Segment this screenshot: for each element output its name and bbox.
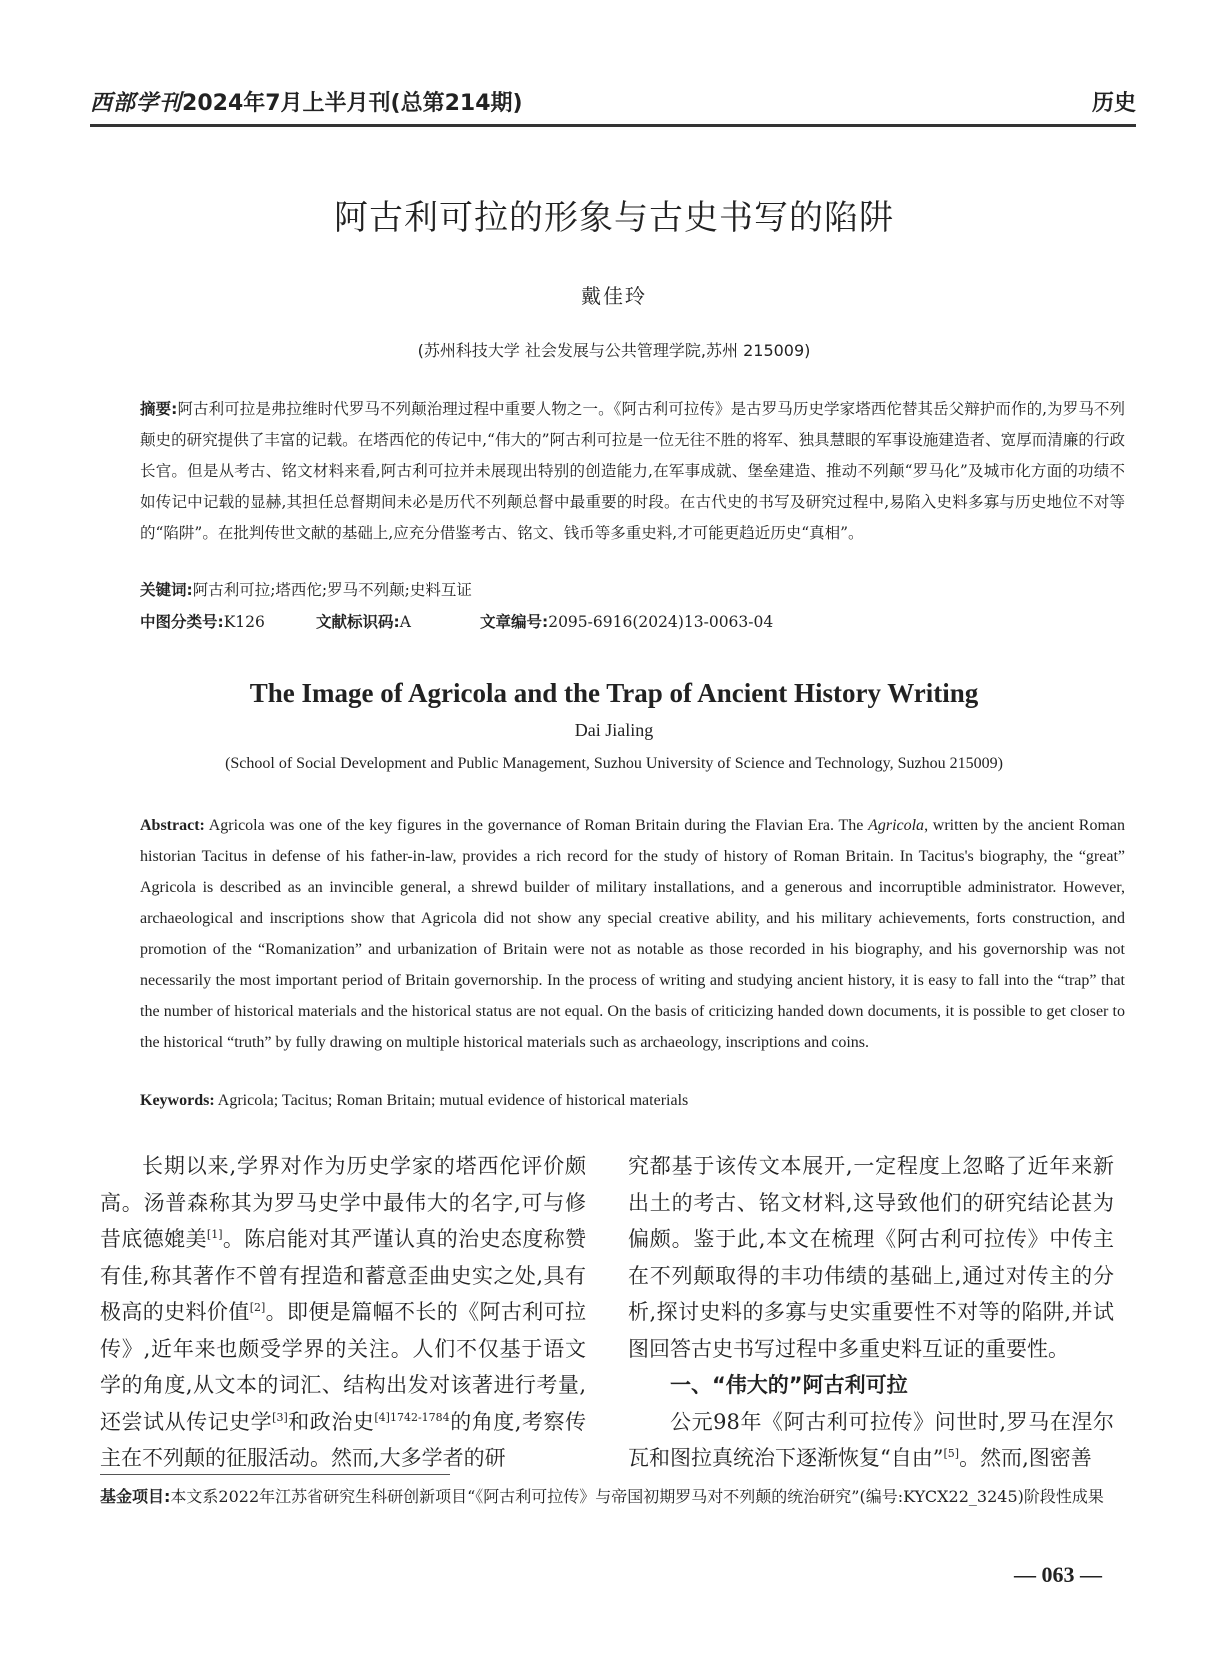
english-title: The Image of Agricola and the Trap of Ancient History Writing — [249, 678, 979, 708]
clc-value: K126 — [223, 613, 265, 631]
citation-ref: [4]1742-1784 — [374, 1410, 450, 1424]
author-name: 戴佳玲 — [581, 284, 647, 308]
article-number — [480, 610, 773, 632]
section-tag: 历史 — [1091, 91, 1136, 116]
clc-label: 中图分类号: — [140, 613, 224, 631]
body-paragraph — [628, 1404, 1114, 1477]
abstract-en-part1: Agricola was one of the key figures in the governance of Roman Britain during the Flavian Era. The — [208, 817, 869, 834]
abstract-en-italic: Agricola — [868, 817, 925, 834]
body-text: 公元98年《阿古利可拉传》问世时,罗马在涅尔瓦和图拉真统治下逐渐恢复“自由” — [628, 1409, 1114, 1470]
body-text: 和政治史 — [287, 1409, 375, 1434]
article-label: 文章编号: — [480, 613, 549, 631]
journal-logo: 西部学刊 — [90, 90, 183, 116]
running-header — [90, 84, 1136, 124]
body-text: 。然而,图密善 — [959, 1446, 1092, 1470]
funding-footnote — [100, 1482, 1130, 1511]
body-text: 的角度,考察传主在不列颠的征服活动。然而,大多学者的研 — [100, 1409, 586, 1470]
citation-ref: [3] — [272, 1410, 288, 1424]
body-paragraph: 究都基于该传文本展开,一定程度上忽略了近年来新出土的考古、铭文材料,这导致他们的研究结论甚为偏颇。鉴于此,本文在梳理《阿古利可拉传》中传主在不列颠取得的丰功伟绩的基础上,通过对传主的分析,探讨史料的多寡与史实重要性不对等的陷阱,并试图回答古史书写过程中多重史料互证的重要性。 — [628, 1154, 1114, 1361]
english-affiliation: (School of Social Development and Public Management, Suzhou University of Science and Technology, Suzhou 215009) — [225, 755, 1003, 772]
abstract-en-part2: , written by the ancient Roman historian Tacitus in defense of his father-in-law, provides a rich record for the study of history of Roman Britain. In Tacitus's biography, the “great” Agricola is described as an invincible general, a shrewd builder of military installations, and a generous and incorruptible administrator. However, archaeological and inscriptions show that Agricola did not show any special creative ability, and his military achievements, forts construction, and promotion of the “Romanization” and urbanization of Britain were not as notable as those recorded in his biography, and his governorship was not necessarily the most important period of Britain governorship. In the process of writing and studying ancient history, it is easy to fall into the “trap” that the number of historical materials and the historical status are not equal. On the basis of criticizing handed down documents, it is possible to get closer to the historical “truth” by fully drawing on multiple historical materials such as archaeology, inscriptions and coins. — [140, 817, 1125, 1051]
body-column-left — [100, 1148, 586, 1477]
citation-ref: [5] — [943, 1447, 960, 1460]
body-paragraph — [100, 1148, 586, 1477]
body-text: 。即便是篇幅不长的《阿古利可拉传》,近年来也颇受学界的关注。人们不仅基于语文学的角度,从文本的词汇、结构出发对该著进行考量,还尝试从传记史学 — [100, 1300, 587, 1434]
journal-issue — [90, 86, 523, 117]
abstract-cn-label: 摘要: — [140, 400, 178, 418]
doc-value: A — [399, 613, 411, 631]
doc-code — [316, 610, 411, 632]
keywords-cn — [140, 578, 472, 600]
page-number: — 063 — — [1014, 1562, 1102, 1587]
abstract-cn-text: 阿古利可拉是弗拉维时代罗马不列颠治理过程中重要人物之一。《阿古利可拉传》是古罗马历史学家塔西佗替其岳父辩护而作的,为罗马不列颠史的研究提供了丰富的记载。在塔西佗的传记中,“伟大的”阿古利可拉是一位无往不胜的将军、独具慧眼的军事设施建造者、宽厚而清廉的行政长官。但是从考古、铭文材料来看,阿古利可拉并未展现出特别的创造能力,在军事成就、堡垒建造、推动不列颠“罗马化”及城市化方面的功绩不如传记中记载的显赫,其担任总督期间未必是历代不列颠总督中最重要的时段。在古代史的书写及研究过程中,易陷入史料多寡与历史地位不对等的“陷阱”。在批判传世文献的基础上,应充分借鉴考古、铭文、钱币等多重史料,才可能更趋近历史“真相”。 — [140, 400, 1125, 542]
keywords-en — [140, 1092, 688, 1110]
clc-code — [140, 610, 265, 632]
section-heading: 一、“伟大的”阿古利可拉 — [670, 1373, 908, 1397]
journal-issue-text: 2024年7月上半月刊(总第214期) — [182, 91, 523, 116]
english-author: Dai Jialing — [574, 720, 654, 740]
author-affiliation: (苏州科技大学 社会发展与公共管理学院,苏州 215009) — [417, 341, 811, 360]
header-rule — [90, 124, 1136, 127]
keywords-en-text: Agricola; Tacitus; Roman Britain; mutual evidence of historical materials — [217, 1092, 689, 1109]
citation-ref: [1] — [206, 1228, 223, 1241]
citation-ref: [2] — [249, 1301, 266, 1314]
keywords-cn-text: 阿古利可拉;塔西佗;罗马不列颠;史料互证 — [192, 581, 472, 599]
body-text: 长期以来,学界对作为历史学家的塔西佗评价颇高。汤普森称其为罗马史学中最伟大的名字,可与修昔底德媲美 — [100, 1154, 586, 1251]
abstract-cn — [140, 394, 1125, 549]
funding-label: 基金项目: — [100, 1487, 171, 1506]
article-title: 阿古利可拉的形象与古史书写的陷阱 — [334, 198, 894, 238]
funding-text: 本文系2022年江苏省研究生科研创新项目“《阿古利可拉传》与帝国初期罗马对不列颠的统治研究”(编号:KYCX22_3245)阶段性成果 — [170, 1487, 1104, 1506]
keywords-cn-label: 关键词: — [140, 581, 193, 599]
keywords-en-label: Keywords: — [140, 1092, 215, 1109]
abstract-en — [140, 810, 1125, 1058]
footnote-rule — [100, 1474, 450, 1475]
body-column-right — [628, 1148, 1114, 1477]
doc-label: 文献标识码: — [316, 613, 400, 631]
abstract-en-label: Abstract: — [140, 817, 205, 834]
article-value: 2095-6916(2024)13-0063-04 — [548, 613, 774, 631]
body-text: 。陈启能对其严谨认真的治史态度称赞有佳,称其著作不曾有捏造和蓄意歪曲史实之处,具有极高的史料价值 — [100, 1227, 587, 1324]
